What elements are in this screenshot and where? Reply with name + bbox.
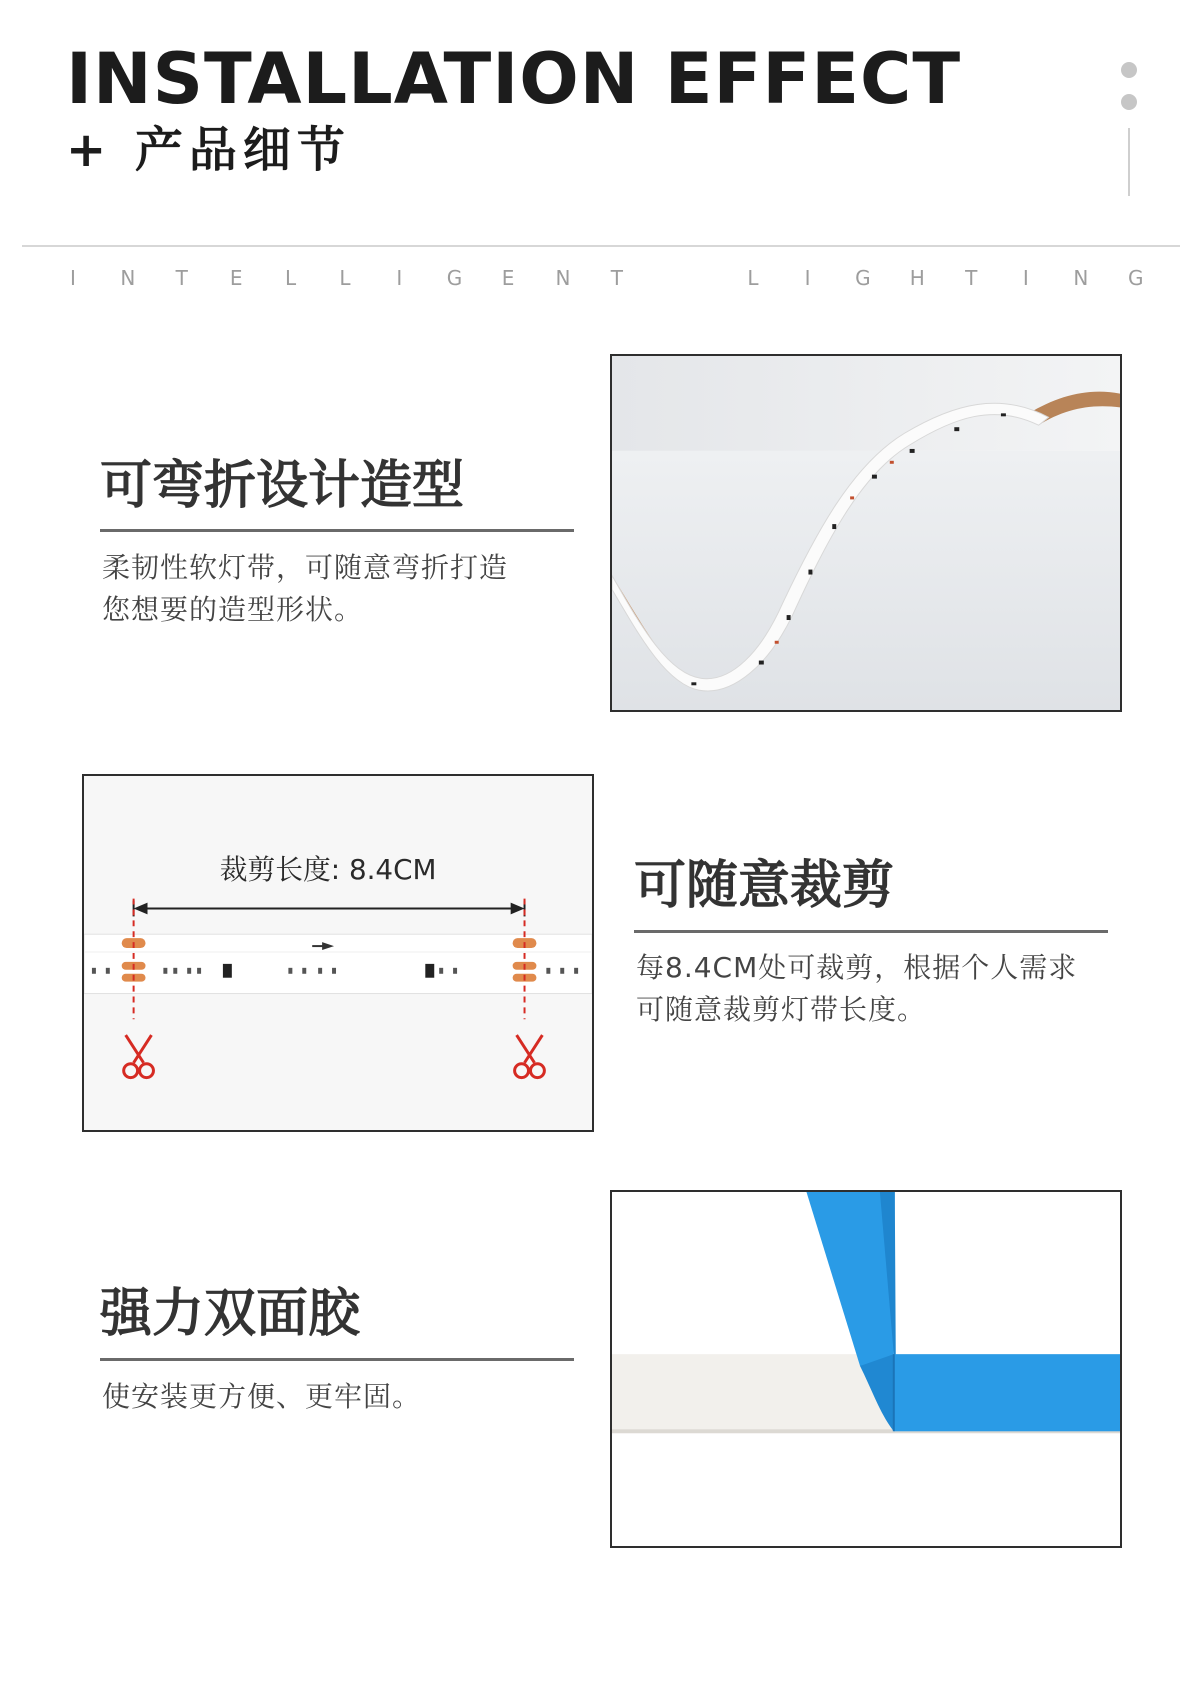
tagline-letter: T: [175, 266, 188, 290]
tagline-letter: I: [804, 266, 811, 290]
feature-cut-title: 可随意裁剪: [634, 856, 895, 916]
feature-adhesive-desc: [102, 1376, 572, 1418]
feature-cut-rule: [634, 930, 1108, 933]
tagline-letter: L: [339, 266, 351, 290]
tagline-letter: N: [120, 266, 136, 290]
tagline-letter: N: [555, 266, 571, 290]
page-subtitle: + 产品细节: [66, 122, 351, 178]
feature-bend-desc-line1: 柔韧性软灯带，可随意弯折打造: [102, 551, 509, 584]
tagline-letter: G: [1127, 266, 1144, 290]
page-title: INSTALLATION EFFECT: [66, 38, 962, 120]
tagline-letter: E: [229, 266, 243, 290]
feature-cut-desc-line1: 每8.4CM处可裁剪，根据个人需求: [636, 951, 1078, 984]
feature-bend-rule: [100, 529, 574, 532]
tagline-letter: I: [1022, 266, 1029, 290]
tagline-letter: G: [446, 266, 463, 290]
tagline-letter: L: [284, 266, 297, 290]
tagline-letter: N: [1073, 266, 1089, 290]
tagline-right: [746, 266, 1142, 290]
bendable-strip-photo: [610, 354, 1122, 712]
vertical-divider: [1128, 128, 1130, 196]
feature-bend-desc: [102, 547, 572, 631]
tagline-letter: E: [501, 266, 515, 290]
tagline-letter: T: [610, 266, 624, 290]
dot-icon: [1121, 94, 1137, 110]
cut-diagram: [82, 774, 594, 1132]
tagline-letter: I: [396, 266, 403, 290]
tagline-letter: H: [909, 266, 925, 290]
header-divider: [22, 245, 1180, 247]
feature-bend-desc-line2: 您想要的造型形状。: [102, 593, 364, 626]
feature-cut-desc-line2: 可随意裁剪灯带长度。: [636, 993, 927, 1026]
tagline-letter: I: [70, 266, 76, 290]
tagline-letter: L: [747, 266, 759, 290]
tagline-letter: G: [855, 266, 871, 290]
dot-icon: [1121, 62, 1137, 78]
tagline-left: [66, 266, 624, 290]
led-strip: [84, 934, 592, 993]
feature-bend-title: 可弯折设计造型: [100, 456, 465, 516]
feature-adhesive-rule: [100, 1358, 574, 1361]
cut-length-label: 裁剪长度: 8.4CM: [219, 852, 437, 886]
feature-adhesive-title: 强力双面胶: [100, 1284, 361, 1344]
adhesive-tape-photo: [610, 1190, 1122, 1548]
feature-adhesive-desc-line1: 使安装更方便、更牢固。: [102, 1380, 422, 1413]
tagline-letter: T: [965, 266, 978, 290]
feature-cut-desc: [636, 947, 1136, 1031]
